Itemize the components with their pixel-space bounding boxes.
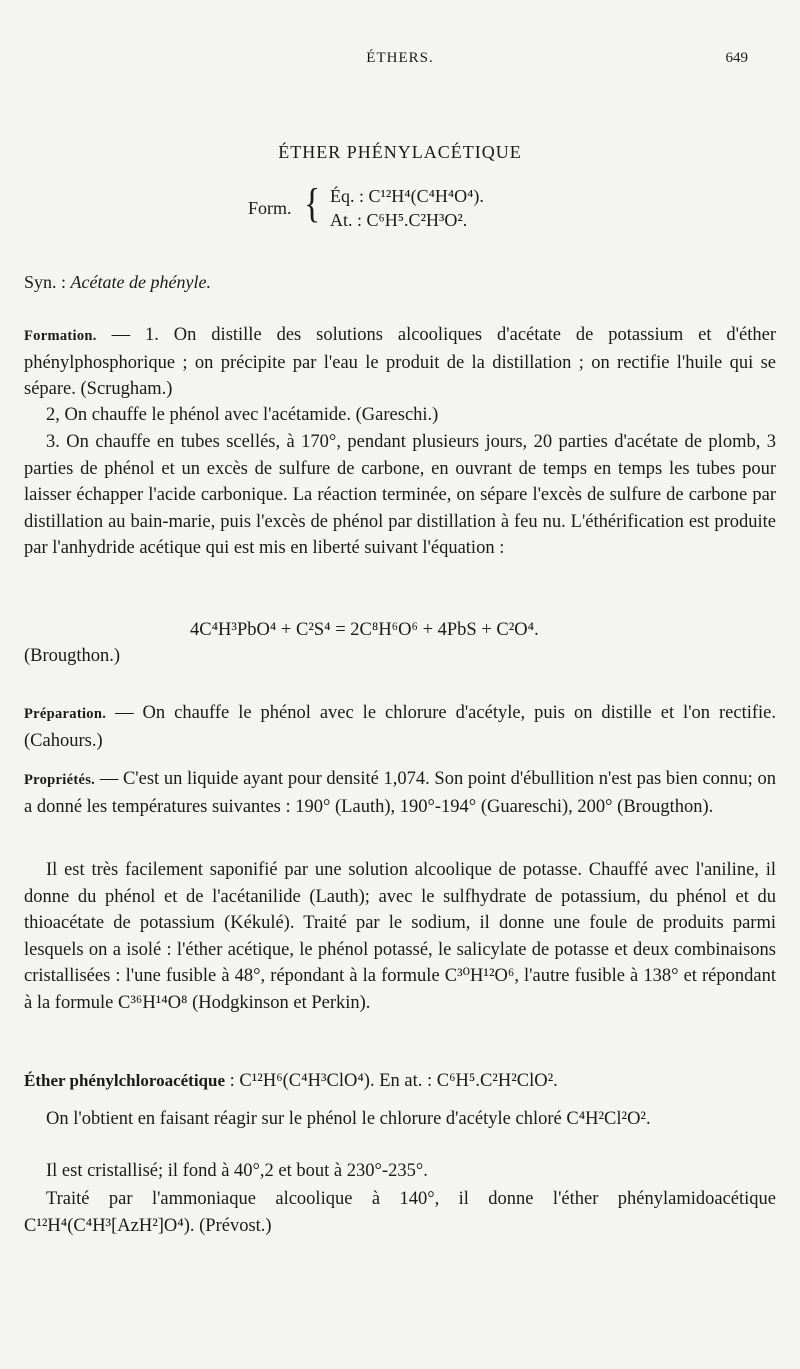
- formation-paragraph-1: [24, 322, 776, 403]
- preparation-paragraph: [24, 700, 776, 754]
- page-number: 649: [725, 50, 748, 66]
- proprietes-paragraph-2: Il est très facilement saponifié par une solution alcoolique de potasse. Chauffé avec l'aniline, il donne du phénol et de l'acétanilide (Lauth); avec le sulfhydrate de potassium, du phénol et du thioacétate de potassium (Kékulé). Traité par le sodium, il donne une foule de produits parmi lesquels on a isolé : l'éther acétique, le phénol potassé, le salicylate de potasse et deux combinaisons cristallisées : l'une fusible à 48°, répondant à la formule C³⁰H¹²O⁶, l'autre fusible à 138° et répondant à la formule C³⁶H¹⁴O⁸ (Hodgkinson et Perkin).: [24, 860, 776, 1013]
- preparation-heading: Préparation.: [24, 706, 107, 722]
- proprietes-text-1: — C'est un liquide ayant pour densité 1,074. Son point d'ébullition n'est pas bien connu; on a donné les températures suivantes : 190° (Lauth), 190°-194° (Guareschi), 200° (Brougthon).: [24, 769, 776, 817]
- synonym-prefix: Syn. :: [24, 272, 71, 292]
- reaction-equation: 4C⁴H³PbO⁴ + C²S⁴ = 2C⁸H⁶O⁶ + 4PbS + C²O⁴.: [190, 620, 539, 640]
- synonym-name: Acétate de phényle.: [70, 272, 211, 292]
- formula-atomic: At. : C⁶H⁵.C²H³O².: [330, 210, 468, 230]
- proprietes-heading: Propriétés.: [24, 772, 96, 788]
- formation-heading: Formation.: [24, 328, 97, 344]
- ether-chloro-title-line: [24, 1068, 776, 1095]
- equation-source: (Brougthon.): [24, 646, 121, 666]
- formula-label: Form.: [248, 198, 292, 218]
- ether-chloro-heading: Éther phénylchloroacétique: [24, 1071, 226, 1090]
- page-header: [0, 50, 800, 74]
- ether-chloro-paragraph-2: Il est cristallisé; il fond à 40°,2 et bout à 230°-235°.: [46, 1161, 428, 1181]
- formula-equivalent: Éq. : C¹²H⁴(C⁴H⁴O⁴).: [330, 186, 484, 206]
- ether-chloro-formula: : C¹²H⁶(C⁴H³ClO⁴). En at. : C⁶H⁵.C²H²ClO².: [225, 1071, 558, 1091]
- section-title: ÉTHER PHÉNYLACÉTIQUE: [278, 142, 522, 162]
- formation-paragraph-3: 3. On chauffe en tubes scellés, à 170°, pendant plusieurs jours, 20 parties d'acétate de plomb, 3 parties de phénol et un excès de sulfure de carbone, en ouvrant de temps en temps les tubes pour laisser échapper l'acide carbonique. La réaction terminée, on sépare l'excès de sulfure de carbone par distillation au bain-marie, puis l'excès de phénol par distillation à feu nu. L'éthérification est produite par l'anhydride acétique qui est mis en liberté suivant l'équation :: [24, 432, 776, 558]
- brace-icon: {: [304, 182, 321, 227]
- running-title: ÉTHERS.: [366, 50, 434, 66]
- synonym-line: [24, 272, 211, 293]
- ether-chloro-paragraph-3: Traité par l'ammoniaque alcoolique à 140°, il donne l'éther phénylamidoacétique C¹²H⁴(C⁴H³[AzH²]O⁴). (Prévost.): [24, 1189, 776, 1236]
- formation-text-1: — 1. On distille des solutions alcooliques d'acétate de potassium et d'éther phénylphosphorique ; on précipite par l'eau le produit de la distillation ; on rectifie l'huile qui se sépare. (Scrugham.): [24, 325, 776, 399]
- formation-paragraph-2: 2, On chauffe le phénol avec l'acétamide. (Gareschi.): [46, 405, 439, 425]
- ether-chloro-paragraph-1: On l'obtient en faisant réagir sur le phénol le chlorure d'acétyle chloré C⁴H²Cl²O².: [46, 1109, 651, 1129]
- proprietes-paragraph-1: [24, 766, 776, 820]
- preparation-text: — On chauffe le phénol avec le chlorure d'acétyle, puis on distille et l'on rectifie. (Cahours.): [24, 703, 776, 751]
